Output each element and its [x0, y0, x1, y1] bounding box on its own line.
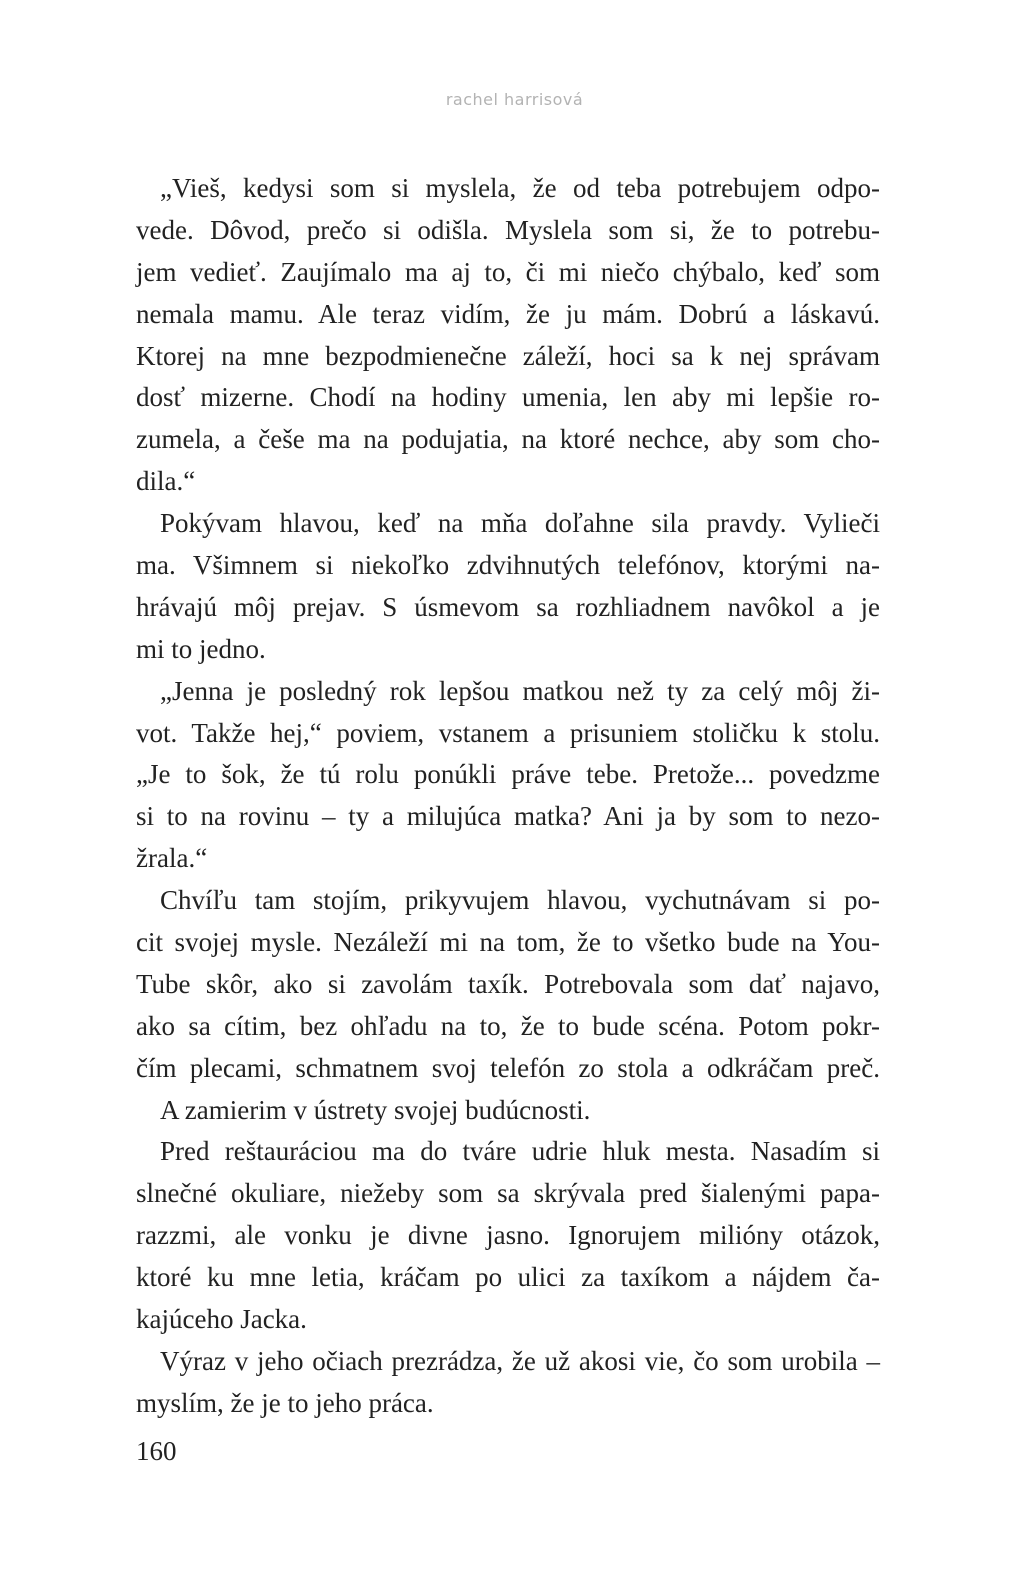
text-line: čím plecami, schmatnem svoj telefón zo stola a odkráčam preč. [136, 1052, 880, 1083]
text-line: „Je to šok, že tú rolu ponúkli práve tebe. Pretože... povedzme [136, 759, 880, 790]
running-head: rachel harrisová [445, 90, 584, 109]
text-line: Ktorej na mne bezpodmienečne záleží, hoci sa k nej správam [136, 340, 880, 371]
text-line: vede. Dôvod, prečo si odišla. Myslela som si, že to potrebu- [136, 214, 880, 245]
body-text [136, 168, 880, 1425]
text-line: ktoré ku mne letia, kráčam po ulici za taxíkom a nájdem ča- [136, 1262, 880, 1293]
text-line: si to na rovinu – ty a milujúca matka? Ani ja by som to nezo- [136, 801, 880, 832]
text-line: ma. Všimnem si niekoľko zdvihnutých telefónov, ktorými na- [136, 550, 880, 581]
text-line: Výraz v jeho očiach prezrádza, že už akosi vie, čo som urobila – [160, 1345, 880, 1376]
text-line: ako sa cítim, bez ohľadu na to, že to bude scéna. Potom pokr- [136, 1010, 880, 1041]
text-line: A zamierim v ústrety svojej budúcnosti. [160, 1094, 591, 1125]
text-line: vot. Takže hej,“ poviem, vstanem a prisuniem stoličku k stolu. [136, 717, 880, 748]
text-line: „Vieš, kedysi som si myslela, že od teba potrebujem odpo- [160, 173, 880, 203]
text-line: jem vedieť. Zaujímalo ma aj to, či mi niečo chýbalo, keď som [136, 256, 880, 287]
text-line: dila.“ [136, 466, 196, 497]
text-line: kajúceho Jacka. [136, 1304, 307, 1335]
text-line: Chvíľu tam stojím, prikyvujem hlavou, vychutnávam si po- [160, 885, 880, 916]
text-line: nemala mamu. Ale teraz vidím, že ju mám. Dobrú a láskavú. [136, 298, 880, 329]
text-line: Pokývam hlavou, keď na mňa doľahne sila pravdy. Vylieči [160, 508, 880, 539]
page-number: 160 [136, 1436, 177, 1466]
text-line: zumela, a češe ma na podujatia, na ktoré nechce, aby som cho- [136, 424, 880, 455]
text-line: dosť mizerne. Chodí na hodiny umenia, len aby mi lepšie ro- [136, 382, 880, 413]
text-line: mi to jedno. [136, 633, 266, 664]
text-line: Tube skôr, ako si zavolám taxík. Potrebovala som dať najavo, [136, 968, 880, 999]
text-line: žrala.“ [136, 843, 208, 874]
text-line: „Jenna je posledný rok lepšou matkou než ty za celý môj ži- [160, 675, 880, 706]
text-line: Pred reštauráciou ma do tváre udrie hluk mesta. Nasadím si [160, 1136, 880, 1167]
text-line: hrávajú môj prejav. S úsmevom sa rozhliadnem navôkol a je [136, 591, 880, 622]
text-line: slnečné okuliare, niežeby som sa skrývala pred šialenými papa- [136, 1178, 880, 1209]
text-line: razzmi, ale vonku je divne jasno. Ignorujem milióny otázok, [136, 1220, 880, 1251]
text-line: myslím, že je to jeho práca. [136, 1387, 434, 1418]
text-line: cit svojej mysle. Nezáleží mi na tom, že to všetko bude na You- [136, 927, 880, 958]
